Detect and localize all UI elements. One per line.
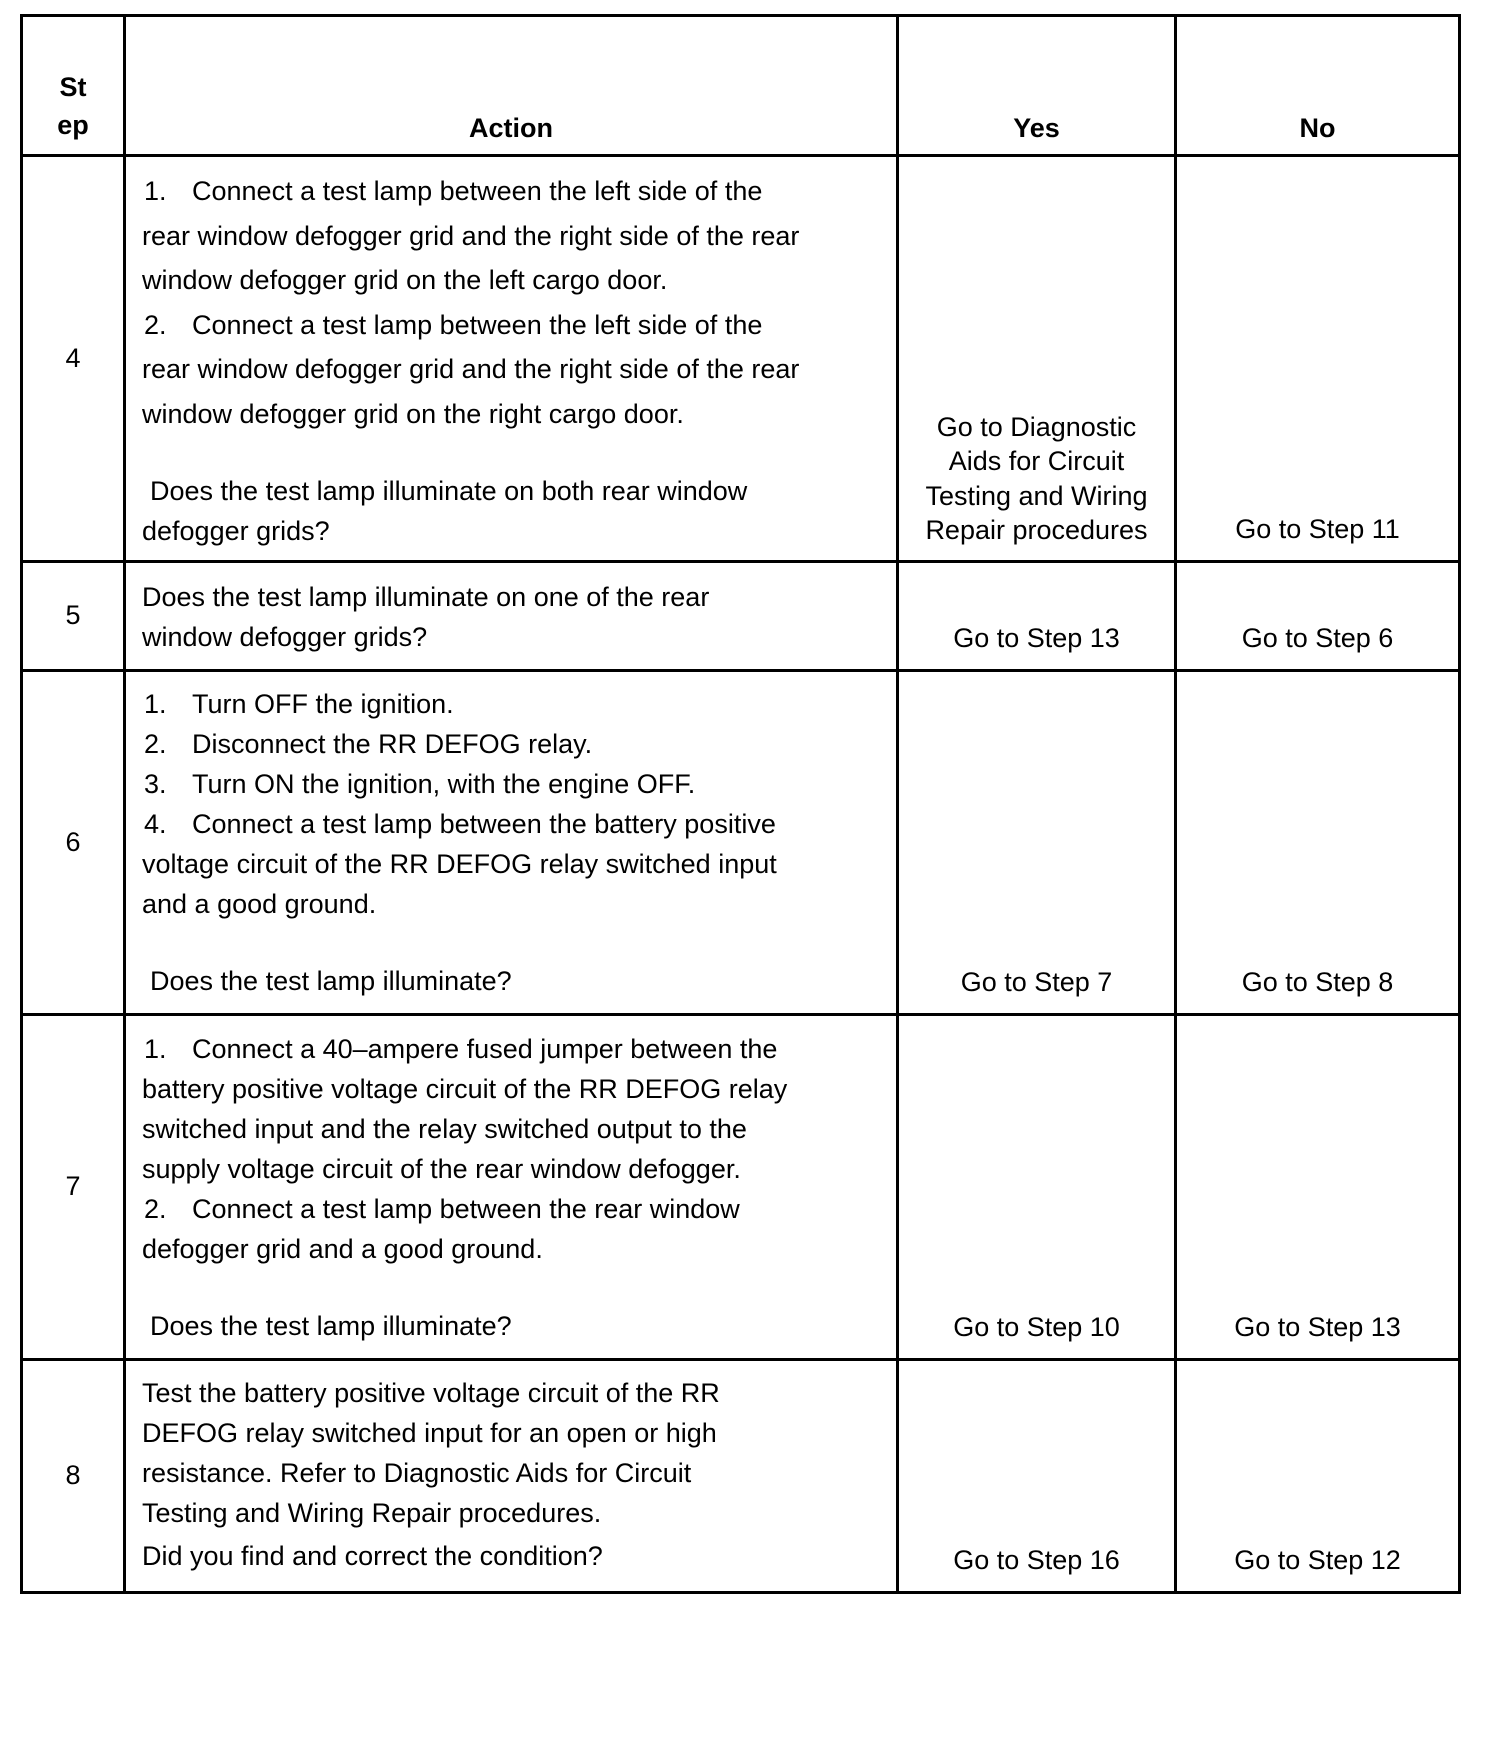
step-number: 4 xyxy=(22,156,125,562)
question-text: Does the test lamp illuminate? xyxy=(150,965,512,996)
action-cell: Does the test lamp illuminate on one of the rear window defogger grids? xyxy=(125,561,898,670)
header-no: No xyxy=(1176,16,1460,156)
step-number: 8 xyxy=(22,1359,125,1592)
no-result: Go to Step 13 xyxy=(1176,1014,1460,1359)
action-cell: 1. Connect a 40–ampere fused jumper between the battery positive voltage circuit of the RR DEFOG relay switched input and the relay switched output to the supply voltage circuit of the rear window defogger. 2. Connect a test lamp between the rear window defogger grid and a good ground. Does the test lamp illuminate? xyxy=(125,1014,898,1359)
yes-result: Go to Step 7 xyxy=(898,670,1176,1014)
no-result: Go to Step 6 xyxy=(1176,561,1460,670)
step-number: 6 xyxy=(22,670,125,1014)
diagnostic-table xyxy=(20,14,1461,1594)
table-row xyxy=(22,1359,1460,1592)
action-cell: 1. Turn OFF the ignition. 2. Disconnect the RR DEFOG relay. 3. Turn ON the ignition, with the engine OFF. 4. Connect a test lamp between the battery positive voltage circuit of the RR DEFOG relay switched input and a good ground. Does the test lamp illuminate? xyxy=(125,670,898,1014)
table-row xyxy=(22,1014,1460,1359)
header-yes: Yes xyxy=(898,16,1176,156)
question-text: Does the test lamp illuminate on both rear window xyxy=(150,476,748,506)
action-cell: 1. Connect a test lamp between the left side of the rear window defogger grid and the right side of the rear window defogger grid on the left cargo door. 2. Connect a test lamp between the left side of the rear window defogger grid and the right side of the rear window defogger grid on the right cargo door. Does the test lamp illuminate on both rear window defogger grids? xyxy=(125,156,898,562)
yes-result: Go to Diagnostic Aids for Circuit Testing and Wiring Repair procedures xyxy=(898,156,1176,562)
header-row xyxy=(22,16,1460,156)
table-row xyxy=(22,670,1460,1014)
question-text: Does the test lamp illuminate on one of the rear xyxy=(142,581,710,612)
action-cell: Test the battery positive voltage circuit of the RR DEFOG relay switched input for an open or high resistance. Refer to Diagnostic Aids for Circuit Testing and Wiring Repair procedures. Did you find and correct the condition? xyxy=(125,1359,898,1592)
step-number: 5 xyxy=(22,561,125,670)
step-number: 7 xyxy=(22,1014,125,1359)
table-row xyxy=(22,561,1460,670)
yes-result: Go to Step 13 xyxy=(898,561,1176,670)
question-text: Did you find and correct the condition? xyxy=(142,1540,603,1571)
header-action: Action xyxy=(125,16,898,156)
table-row xyxy=(22,156,1460,562)
header-step: St ep xyxy=(22,16,125,156)
question-text: Does the test lamp illuminate? xyxy=(150,1310,512,1341)
no-result: Go to Step 8 xyxy=(1176,670,1460,1014)
no-result: Go to Step 11 xyxy=(1176,156,1460,562)
yes-result: Go to Step 10 xyxy=(898,1014,1176,1359)
no-result: Go to Step 12 xyxy=(1176,1359,1460,1592)
yes-result: Go to Step 16 xyxy=(898,1359,1176,1592)
